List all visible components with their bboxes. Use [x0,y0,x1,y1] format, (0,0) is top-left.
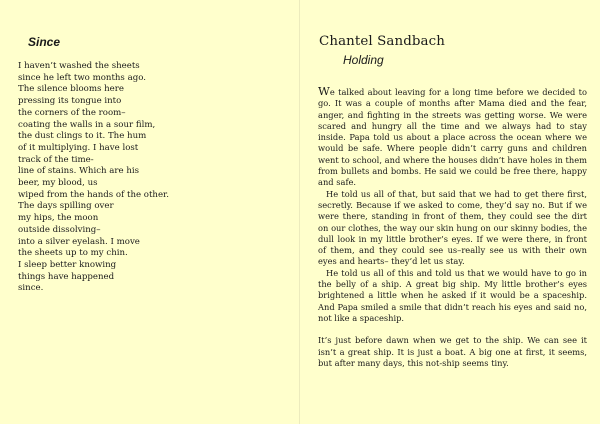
story-paragraph: He told us all of this and told us that we would have to go in the belly of a ship. A great big ship. My little brother’s eyes brightened a little when he asked if it would be a spaceship. And Papa smiled a smile that didn’t reach his eyes and said no, not like a spaceship. [318,267,587,323]
poem-line: outside dissolving– [18,224,101,235]
poem-line: I haven’t washed the sheets [18,61,140,71]
poem-line: The silence blooms here [18,84,124,95]
poem-line: of it multiplying. I have lost [18,142,139,153]
poem-line: the sheets up to my chin. [18,248,128,259]
poem-line: since he left two months ago. [18,72,146,83]
story-title: Holding [343,53,384,67]
poem-body [18,61,288,295]
story-paragraph [318,86,587,189]
story-body [318,86,587,369]
story-paragraph: He told us all of that, but said that we had to get there first, secretly. Because if we asked to come, they’d say no. But if we were there, standing in front of them, they could see the dirt on our clothes, the way our skin hung on our skinny bodies, the dull look in my little brother’s eyes. If we were there, in front of them, and they could see us–really see us with their own eyes and hearts– they’d let us stay. [318,188,587,267]
story-paragraph-text: e talked about leaving for a long time before we decided to go. It was a couple of months after Mama died and the fear, anger, and fighting in the streets was getting worse. We were scared and hungry all the time and we always had to stay inside. Papa told us about a place across the ocean where we would be safe. Where people didn’t carry guns and children went to school, and where the houses didn’t have holes in them from bullets and bombs. He said we could be free there, happy and safe. [318,87,587,188]
drop-cap: W [318,84,330,98]
right-page [300,0,600,424]
poem-line: into a silver eyelash. I move [18,236,140,247]
poem-line: the dust clings to it. The hum [18,131,147,142]
poem-line: line of stains. Which are his [18,166,140,177]
poem-line: pressing its tongue into [18,96,122,107]
poem-line: coating the walls in a sour film, [18,119,156,130]
poem-line: wiped from the hands of the other. [18,189,169,200]
poem-line: beer, my blood, us [18,178,98,189]
poem-line: the corners of the room– [18,107,126,118]
poem-line: track of the time- [18,154,94,165]
poem-line: my hips, the moon [18,213,99,224]
poem-line: The days spilling over [18,201,114,212]
poem-line: since. [18,283,44,294]
poem-title: Since [28,35,61,49]
story-paragraph: It’s just before dawn when we get to the ship. We can see it isn’t a great ship. It is just a boat. A big one at first, it seems, but after many days, this not-ship seems tiny. [318,335,587,368]
poem-line: I sleep better knowing [18,259,117,270]
author-name: Chantel Sandbach [319,34,445,49]
poem-line: things have happened [18,271,115,282]
